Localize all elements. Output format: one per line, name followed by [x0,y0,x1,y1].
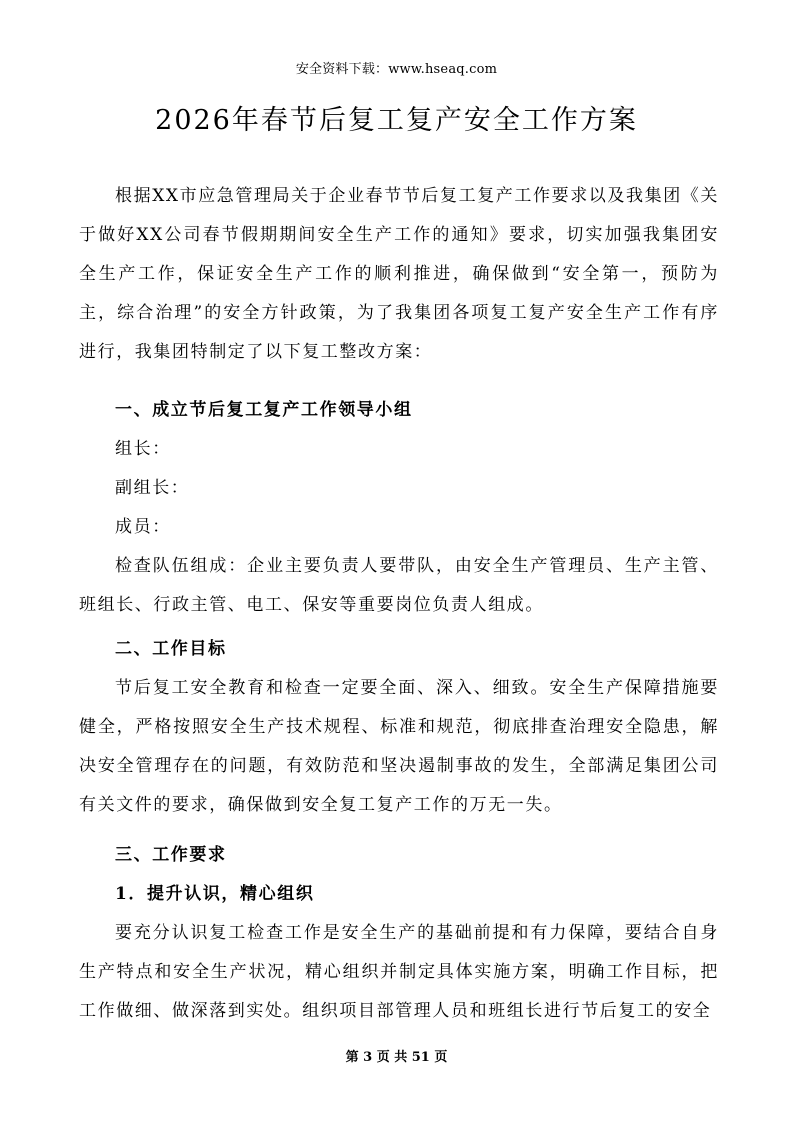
intro-block [79,177,719,372]
section3-heading: 三、工作要求 [115,845,227,865]
page-footer: 第 3 页 共 51 页 [345,1050,448,1065]
section2-paragraph: 节后复工安全教育和检查一定要全面、深入、细致。安全生产保障措施要健全，严格按照安全生产技术规程、标准和规范，彻底排查治理安全隐患，解决安全管理存在的问题，有效防范和坚决遏制事故的发生，全部满足集团公司有关文件的要求，确保做到安全复工复产工作的万无一失。 [79,678,719,815]
subsection1-paragraph: 要充分认识复工检查工作是安全生产的基础前提和有力保障，要结合自身生产特点和安全生产状况，精心组织并制定具体实施方案，明确工作目标，把工作做细、做深落到实处。组织项目部管理人员和班组长进行节后复工的安全 [79,923,719,1021]
section1-block [79,391,719,625]
section2-heading: 二、工作目标 [115,639,227,659]
section2-block [79,630,719,825]
document-title: 2026年春节后复工复产安全工作方案 [155,105,638,136]
section3-block [79,836,719,1031]
members-line: 成员： [115,517,171,537]
intro-paragraph: 根据XX市应急管理局关于企业春节节后复工复产工作要求以及我集团《关于做好XX公司春节假期期间安全生产工作的通知》要求，切实加强我集团安全生产工作，保证安全生产工作的顺利推进，确保做到“安全第一，预防为主，综合治理”的安全方针政策，为了我集团各项复工复产安全生产工作有序进行，我集团特制定了以下复工整改方案： [79,186,720,362]
section1-heading: 一、成立节后复工复产工作领导小组 [115,400,413,420]
deputy-line: 副组长： [115,478,190,498]
subsection1-heading: 1．提升认识，精心组织 [115,884,315,904]
team-paragraph: 检查队伍组成：企业主要负责人要带队，由安全生产管理员、生产主管、班组长、行政主管、电工、保安等重要岗位负责人组成。 [79,556,719,615]
page-header: 安全资料下载：www.hseaq.com [295,62,498,77]
leader-line: 组长： [115,439,171,459]
